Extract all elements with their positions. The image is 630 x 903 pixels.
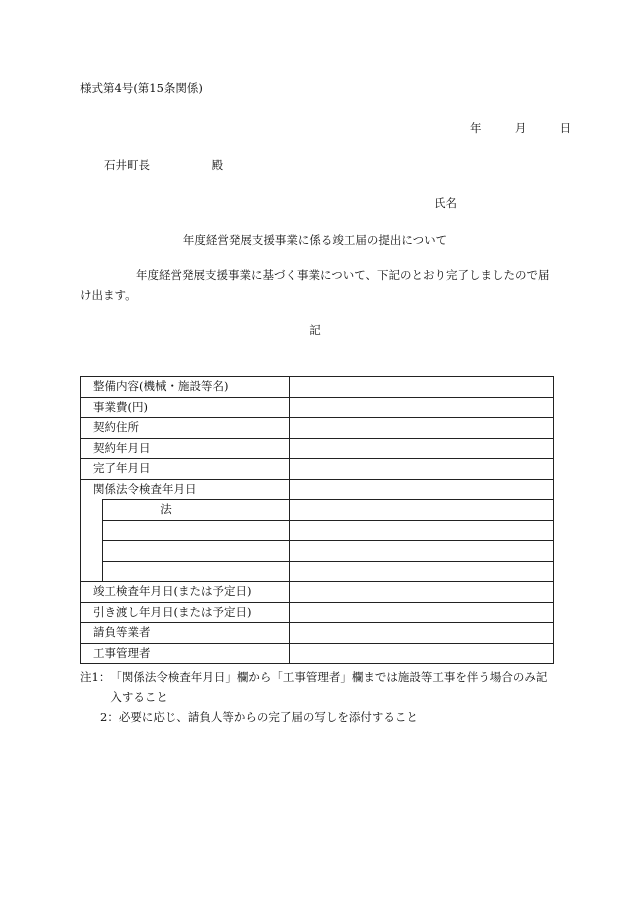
sub-row-label-blank[interactable] [103, 541, 290, 562]
ki-mark: 記 [309, 323, 321, 337]
date-year-label: 年 [470, 121, 482, 135]
form-number: 様式第4号(第15条関係) [80, 81, 203, 95]
applicant-name-label: 氏名 [434, 196, 457, 210]
sub-row-indent [81, 500, 103, 582]
sub-row-value-blank[interactable] [290, 520, 554, 541]
note-2 [80, 707, 558, 727]
notes [80, 667, 558, 727]
table-row [81, 377, 554, 398]
row-value-inspection-date[interactable] [290, 479, 554, 500]
row-label-equipment: 整備内容(機械・施設等名) [81, 377, 290, 398]
note-1 [80, 667, 558, 707]
note-2-head: 2： [100, 710, 119, 724]
row-value-equipment[interactable] [290, 377, 554, 398]
row-value-contract-address[interactable] [290, 418, 554, 439]
sub-row-label-blank[interactable] [103, 561, 290, 582]
row-value-construction-manager[interactable] [290, 643, 554, 664]
table-row [81, 623, 554, 644]
completion-report-table [80, 376, 554, 664]
row-label-handover-date: 引き渡し年月日(または予定日) [81, 602, 290, 623]
row-value-contractor[interactable] [290, 623, 554, 644]
sub-row-value-law[interactable] [290, 500, 554, 521]
table-row [81, 541, 554, 562]
table-row [81, 582, 554, 603]
row-label-construction-manager: 工事管理者 [81, 643, 290, 664]
table-row [81, 479, 554, 500]
row-value-final-inspection-date[interactable] [290, 582, 554, 603]
note-1-body: 「関係法令検査年月日」欄から「工事管理者」欄までは施設等工事を伴う場合のみ記入すること [110, 670, 548, 704]
row-label-completion-date: 完了年月日 [81, 459, 290, 480]
addressee-honorific: 殿 [211, 158, 224, 172]
row-value-completion-date[interactable] [290, 459, 554, 480]
table-row [81, 397, 554, 418]
note-1-head: 注1： [80, 670, 111, 684]
sub-row-value-blank[interactable] [290, 561, 554, 582]
row-label-inspection-date: 関係法令検査年月日 [81, 479, 290, 500]
addressee [104, 157, 223, 173]
date-month-label: 月 [514, 121, 527, 135]
row-label-contractor: 請負等業者 [81, 623, 290, 644]
intro-paragraph [80, 265, 558, 305]
note-2-body: 必要に応じ、請負人等からの完了届の写しを添付すること [118, 710, 418, 724]
sub-row-label-law [103, 500, 290, 521]
row-label-project-cost: 事業費(円) [81, 397, 290, 418]
addressee-name: 石井町長 [104, 158, 150, 172]
intro-text: 年度経営発展支援事業に基づく事業について、下記のとおり完了しましたので届け出ます。 [80, 268, 550, 302]
document-title: 年度経営発展支援事業に係る竣工届の提出について [182, 233, 448, 247]
table-row [81, 643, 554, 664]
table-row [81, 561, 554, 582]
table-row [81, 438, 554, 459]
table-row [81, 520, 554, 541]
row-value-contract-date[interactable] [290, 438, 554, 459]
row-value-handover-date[interactable] [290, 602, 554, 623]
table-row [81, 602, 554, 623]
table-row [81, 459, 554, 480]
row-label-contract-date: 契約年月日 [81, 438, 290, 459]
table-row [81, 500, 554, 521]
date-line [470, 120, 571, 136]
row-value-project-cost[interactable] [290, 397, 554, 418]
row-label-contract-address: 契約住所 [81, 418, 290, 439]
sub-row-value-blank[interactable] [290, 541, 554, 562]
law-label: 法 [160, 502, 172, 517]
sub-row-label-blank[interactable] [103, 520, 290, 541]
table-row [81, 418, 554, 439]
date-day-label: 日 [559, 121, 572, 135]
row-label-final-inspection-date: 竣工検査年月日(または予定日) [81, 582, 290, 603]
